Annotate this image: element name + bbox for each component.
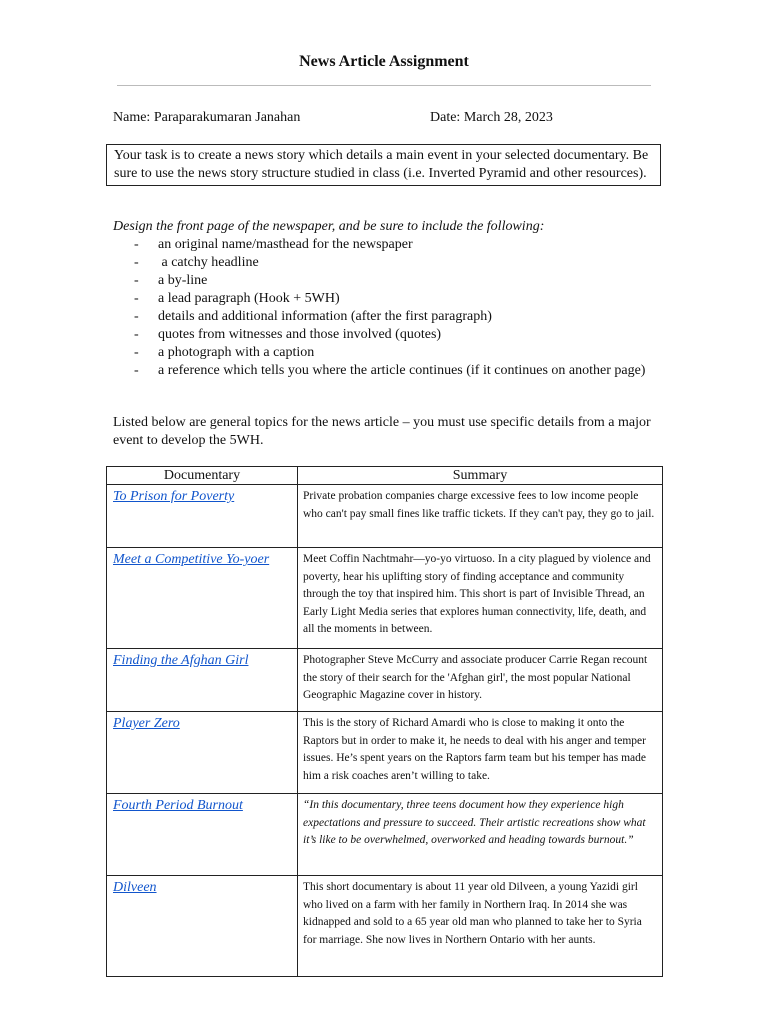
list-item: - an original name/masthead for the newspaper — [134, 237, 413, 252]
topics-intro: Listed below are general topics for the news article – you must use specific details from a major event to develop the 5WH. — [113, 415, 651, 448]
summary-cell: This is the story of Richard Amardi who is close to making it onto the Raptors but in order to make it, he needs to deal with his anger and temper issues. He’s spent years on the Raptors farm team but his temper has made him a risk coaches aren’t willing to take. — [298, 712, 663, 794]
summary-cell: “In this documentary, three teens document how they experience high expectations and pressure to succeed. Their artistic recreations show what it’s like to be overwhelmed, overworked and heading towards burnout.” — [298, 794, 663, 876]
summary-cell: This short documentary is about 11 year old Dilveen, a young Yazidi girl who lived on a farm with her family in Northern Iraq. In 2014 she was kidnapped and sold to a 65 year old man who planned to take her to Syria for marriage. She now lives in Northern Ontario with her aunts. — [298, 876, 663, 977]
task-text: Your task is to create a news story which details a main event in your selected documentary. Be sure to use the news story structure studied in class (i.e. Inverted Pyramid and other resources). — [114, 148, 649, 181]
list-item: - details and additional information (after the first paragraph) — [134, 309, 492, 324]
table-row — [107, 876, 663, 977]
list-item: - a reference which tells you where the article continues (if it continues on another page) — [134, 363, 646, 378]
documentary-link[interactable]: Player Zero — [113, 716, 180, 731]
summary-cell: Private probation companies charge excessive fees to low income people who can't pay small fines like traffic tickets. If they can't pay, they go to jail. — [298, 485, 663, 548]
title-divider — [117, 85, 651, 86]
design-heading: Design the front page of the newspaper, and be sure to include the following: — [113, 219, 545, 234]
summary-cell: Meet Coffin Nachtmahr—yo-yo virtuoso. In a city plagued by violence and poverty, hear his uplifting story of finding acceptance and community through the toy that inspired him. This short is part of Invisible Thread, an Early Light Media series that explores human connectivity, life, death, and all the moments in between. — [298, 548, 663, 649]
table-row — [107, 649, 663, 712]
documentary-table — [106, 466, 663, 977]
documentary-link[interactable]: Dilveen — [113, 880, 157, 895]
list-item: - a by-line — [134, 273, 208, 288]
documentary-link[interactable]: To Prison for Poverty — [113, 489, 235, 504]
documentary-link[interactable]: Meet a Competitive Yo-yoer — [113, 552, 270, 567]
list-item: - a photograph with a caption — [134, 345, 315, 360]
documentary-link[interactable]: Fourth Period Burnout — [113, 798, 243, 813]
summary-cell: Photographer Steve McCurry and associate producer Carrie Regan recount the story of their search for the 'Afghan girl', the most popular National Geographic Magazine cover in history. — [298, 649, 663, 712]
assignment-date: Date: March 28, 2023 — [430, 110, 553, 125]
list-item: - a catchy headline — [134, 255, 259, 270]
table-row — [107, 485, 663, 548]
documentary-link[interactable]: Finding the Afghan Girl — [113, 653, 249, 668]
table-row — [107, 712, 663, 794]
column-header-documentary: Documentary — [107, 467, 298, 485]
requirements-list — [113, 236, 653, 380]
table-header-row — [107, 467, 663, 485]
task-description-box — [106, 144, 661, 186]
table-row — [107, 548, 663, 649]
table-row — [107, 794, 663, 876]
page-title: News Article Assignment — [299, 53, 469, 70]
column-header-summary: Summary — [298, 467, 663, 485]
list-item: - a lead paragraph (Hook + 5WH) — [134, 291, 340, 306]
list-item: - quotes from witnesses and those involved (quotes) — [134, 327, 442, 342]
student-name: Name: Paraparakumaran Janahan — [113, 110, 301, 125]
